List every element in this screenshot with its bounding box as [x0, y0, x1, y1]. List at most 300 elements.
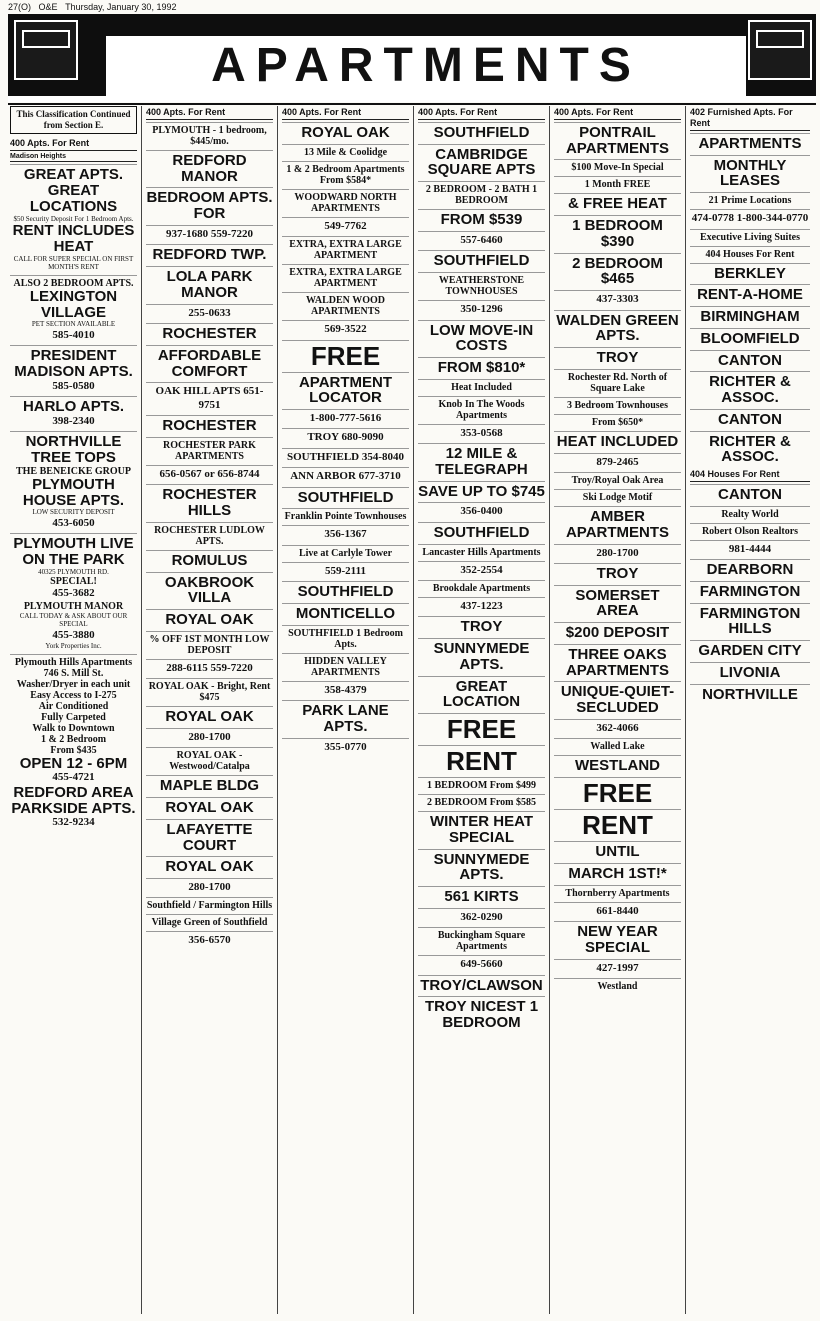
- ad-line: 362-0290: [460, 910, 503, 923]
- classified-ad: [146, 244, 273, 266]
- ad-line: Buckingham Square Apartments: [437, 930, 526, 953]
- ad-line: CAMBRIDGE SQUARE APTS: [427, 145, 536, 179]
- classified-ad: [690, 229, 810, 246]
- ad-title: LEXINGTON VILLAGE: [29, 287, 118, 321]
- classified-ad: [418, 638, 545, 676]
- classified-ad: [146, 465, 273, 484]
- ad-phone: 455-3682: [52, 587, 95, 600]
- ad-line: ROCHESTER: [162, 325, 257, 343]
- classified-ad: [418, 811, 545, 849]
- ad-line: PET SECTION AVAILABLE: [31, 320, 116, 329]
- ad-line: 437-1223: [460, 600, 503, 612]
- ad-title: HARLO APTS.: [22, 398, 125, 416]
- classified-ad: [690, 662, 810, 684]
- ad-line: GARDEN CITY: [698, 642, 802, 660]
- classified-ad: [282, 217, 409, 236]
- classified-ad: [10, 533, 137, 653]
- ad-line: 455-4721: [52, 771, 95, 784]
- classified-ad: [418, 745, 545, 777]
- ad-line: SOMERSET AREA: [575, 586, 660, 620]
- classified-ad: [146, 550, 273, 572]
- ad-line: 40325 PLYMOUTH RD.: [38, 567, 109, 576]
- ad-line: LOW MOVE-IN COSTS: [429, 321, 534, 355]
- ad-title: ALSO 2 BEDROOM APTS.: [13, 277, 134, 289]
- area-heading: Madison Heights: [10, 153, 137, 163]
- ad-line: Lancaster Hills Apartments: [422, 546, 541, 558]
- classified-ad: [690, 263, 810, 285]
- ad-line: SUNNYMEDE APTS.: [433, 640, 530, 673]
- ad-line: 356-1367: [324, 528, 367, 541]
- classified-ad: [282, 428, 409, 447]
- classified-ad: [282, 264, 409, 292]
- ad-line: Robert Olson Realtors: [701, 525, 799, 537]
- ad-line: Troy/Royal Oak Area: [571, 475, 664, 487]
- classified-ad: [282, 625, 409, 653]
- classified-ad: [418, 231, 545, 250]
- ad-line: 1 Month FREE: [584, 179, 651, 191]
- ad-line: ROCHESTER LUDLOW APTS.: [154, 524, 265, 547]
- classified-ad: [554, 544, 681, 563]
- classified-ad: [10, 275, 137, 345]
- classified-ad: [146, 747, 273, 775]
- page-folio: [8, 2, 176, 12]
- ad-line: ROCHESTER HILLS: [162, 486, 257, 519]
- classified-ad: [554, 885, 681, 902]
- ad-line: FARMINGTON: [699, 582, 801, 600]
- classified-ad: [146, 678, 273, 706]
- classified-ad: [146, 706, 273, 728]
- ad-line: 352-2554: [460, 563, 503, 576]
- classified-ad: [554, 644, 681, 682]
- classified-ad: [690, 581, 810, 603]
- classified-ad: [418, 713, 545, 745]
- ad-line: 1 BEDROOM $390: [572, 217, 663, 250]
- ad-line: 474-0778 1-800-344-0770: [691, 212, 809, 225]
- classified-ad: [554, 506, 681, 544]
- ad-line: 362-4066: [596, 721, 639, 734]
- classified-ad: [554, 397, 681, 414]
- classified-ad: [282, 545, 409, 562]
- ad-line: TROY 680-9090: [307, 431, 384, 444]
- classified-ad: [690, 209, 810, 228]
- classified-ad: [418, 357, 545, 379]
- classified-ad: [418, 522, 545, 544]
- classified-ad: [554, 902, 681, 921]
- ad-title: PLYMOUTH HOUSE APTS.: [22, 475, 125, 509]
- classified-ad: [146, 150, 273, 188]
- classified-ad: [418, 777, 545, 794]
- ad-line: SAVE UP TO $745: [418, 482, 545, 500]
- classified-ad: [418, 616, 545, 638]
- classified-ad: [554, 978, 681, 995]
- ad-line: & FREE HEAT: [568, 195, 667, 213]
- ad-line: Walk to Downtown: [32, 722, 115, 734]
- ad-line: LIVONIA: [719, 663, 781, 681]
- ad-list: [554, 122, 681, 995]
- classified-ad: [690, 133, 810, 155]
- ad-line: 649-5660: [460, 958, 503, 971]
- ad-line: ROYAL OAK: [165, 708, 254, 726]
- classified-ad: [146, 819, 273, 857]
- classified-ad: [146, 266, 273, 304]
- classified-ad: [282, 448, 409, 467]
- ad-line: SOUTHFIELD: [433, 523, 530, 541]
- classified-ad: [690, 306, 810, 328]
- classified-ad: [418, 481, 545, 503]
- ad-line: 21 Prime Locations: [708, 195, 792, 207]
- ad-line: TROY/CLAWSON: [420, 976, 543, 994]
- ad-line: 356-6570: [188, 934, 231, 947]
- classified-ad: [146, 914, 273, 931]
- ad-line: EXTRA, EXTRA LARGE APARTMENT: [289, 239, 402, 262]
- ad-line: ROYAL OAK: [301, 123, 390, 141]
- classified-ad: [554, 719, 681, 738]
- ad-line: Fully Carpeted: [41, 711, 106, 723]
- classified-ad: [282, 508, 409, 525]
- ad-line: WESTLAND: [575, 757, 660, 775]
- classified-ad: [146, 437, 273, 465]
- ad-line: TROY NICEST 1 BEDROOM: [424, 998, 539, 1032]
- ad-line: APARTMENT LOCATOR: [298, 373, 393, 407]
- ad-line: CANTON: [718, 351, 782, 369]
- ad-line: FARMINGTON HILLS: [699, 604, 801, 638]
- ad-line: Westland: [597, 980, 638, 992]
- classified-ad: [146, 304, 273, 323]
- classified-ad: [146, 631, 273, 659]
- classified-ad: [554, 193, 681, 215]
- section-heading: 404 Houses For Rent: [690, 468, 810, 482]
- classified-ad: [418, 181, 545, 209]
- classified-ad: [418, 908, 545, 927]
- ad-line: 404 Houses For Rent: [705, 248, 795, 260]
- ad-line: REDFORD TWP.: [152, 246, 267, 264]
- classified-ad: [690, 523, 810, 540]
- ad-line: TROY: [596, 349, 639, 367]
- classified-ad: [418, 676, 545, 714]
- ad-line: 2 BEDROOM - 2 BATH 1 BEDROOM: [425, 184, 538, 207]
- ad-line: $100 Move-In Special: [571, 162, 664, 174]
- ad-line: $50 Security Deposit For 1 Bedroom Apts.: [13, 214, 134, 223]
- banner-title: [106, 36, 746, 96]
- ad-line: OPEN 12 - 6PM: [19, 754, 128, 772]
- classified-column-6: [686, 106, 814, 1314]
- ad-line: TROY: [460, 618, 503, 636]
- classified-ad: [146, 187, 273, 225]
- classified-ad: [418, 209, 545, 231]
- ad-line: 557-6460: [460, 233, 503, 246]
- ad-line: 280-1700: [188, 730, 231, 743]
- classified-ad: [690, 328, 810, 350]
- ad-line: ROCHESTER PARK APARTMENTS: [163, 439, 256, 462]
- classified-ad: [554, 959, 681, 978]
- building-illustration: [14, 20, 78, 80]
- ad-line: BEDROOM APTS. FOR: [146, 189, 273, 223]
- classified-ad: [146, 797, 273, 819]
- classified-ad: [554, 453, 681, 472]
- ad-line: PONTRAIL APARTMENTS: [565, 123, 670, 157]
- classified-ad: [282, 372, 409, 410]
- classified-ad: [146, 728, 273, 747]
- ad-line: 280-1700: [188, 881, 231, 894]
- classified-ad: [554, 809, 681, 841]
- section-heading: 400 Apts. For Rent: [418, 106, 545, 120]
- classified-ad: [282, 653, 409, 681]
- ad-line: SOUTHFIELD 354-8040: [286, 450, 405, 463]
- section-heading: 402 Furnished Apts. For Rent: [690, 106, 810, 131]
- classified-ad: [282, 467, 409, 486]
- ad-line: ROMULUS: [171, 551, 248, 569]
- classified-ad: [146, 415, 273, 437]
- classified-ad: [554, 681, 681, 719]
- paper-name: O&E: [38, 2, 58, 12]
- classified-ad: [690, 284, 810, 306]
- building-illustration: [748, 20, 812, 80]
- ad-title: GREAT LOCATIONS: [29, 182, 118, 215]
- ad-line: RICHTER & ASSOC.: [709, 432, 791, 466]
- classified-ad: [554, 841, 681, 863]
- ad-line: 746 S. Mill St.: [43, 667, 104, 679]
- ad-line: THREE OAKS APARTMENTS: [565, 645, 670, 679]
- ad-line: MARCH 1ST!*: [568, 864, 667, 882]
- ad-line: 1-800-777-5616: [309, 412, 382, 425]
- ad-line: FREE: [310, 340, 381, 371]
- ad-line: OAKBROOK VILLA: [164, 573, 255, 607]
- classified-ad: [282, 603, 409, 625]
- ad-line: Southfield / Farmington Hills: [146, 900, 273, 912]
- ad-line: 937-1680 559-7220: [165, 227, 254, 240]
- ad-line: NORTHVILLE: [702, 685, 798, 703]
- ad-line: FROM $539: [440, 211, 523, 229]
- ad-line: Franklin Pointe Townhouses: [284, 511, 407, 523]
- classified-ad: [554, 414, 681, 431]
- ad-phone: 453-6050: [52, 516, 95, 529]
- classified-ad: [554, 863, 681, 885]
- ad-line: NEW YEAR SPECIAL: [577, 923, 658, 956]
- classified-ad: [146, 382, 273, 415]
- classified-ad: [418, 544, 545, 561]
- classified-ad: [282, 681, 409, 700]
- ad-line: REDFORD AREA: [13, 783, 134, 801]
- classified-ad: [282, 738, 409, 757]
- classified-ad: [690, 640, 810, 662]
- ad-phone: 585-4010: [52, 328, 95, 341]
- ad-line: 3 Bedroom Townhouses: [567, 399, 668, 411]
- section-heading: 400 Apts. For Rent: [146, 106, 273, 120]
- classified-ad: [418, 975, 545, 997]
- ad-line: DEARBORN: [706, 561, 794, 579]
- classified-ad: [418, 144, 545, 182]
- ad-line: 549-7762: [324, 219, 367, 232]
- section-heading: 400 Apts. For Rent: [282, 106, 409, 120]
- ad-title: PRESIDENT MADISON APTS.: [14, 347, 133, 380]
- ad-line: 13 Mile & Coolidge: [303, 146, 388, 158]
- ad-line: 358-4379: [324, 683, 367, 696]
- ad-line: SOUTHFIELD 1 Bedroom Apts.: [288, 627, 403, 650]
- apartments-banner: [8, 14, 816, 102]
- banner-title-text: APARTMENTS: [211, 39, 641, 92]
- ad-line: SOUTHFIELD: [297, 583, 394, 601]
- ad-line: % OFF 1ST MONTH LOW DEPOSIT: [149, 633, 270, 656]
- ad-line: 437-3303: [596, 293, 639, 306]
- ad-line: RENT: [582, 810, 653, 841]
- classified-ad: [554, 489, 681, 506]
- classified-ad: [146, 856, 273, 878]
- classified-ad: [418, 122, 545, 144]
- ad-line: PARK LANE APTS.: [302, 702, 389, 735]
- classified-ad: [418, 927, 545, 955]
- classified-ad: [418, 580, 545, 597]
- ad-line: WALDEN WOOD APARTMENTS: [306, 295, 385, 318]
- ad-line: AFFORDABLE COMFORT: [157, 346, 262, 380]
- ad-line: 1 & 2 Bedroom: [40, 733, 107, 745]
- classified-ad: [418, 320, 545, 358]
- classified-ad: [282, 161, 409, 189]
- ad-line: RENT-A-HOME: [697, 286, 803, 304]
- ad-line: ROYAL OAK - Westwood/Catalpa: [169, 750, 250, 773]
- ad-line: SOUTHFIELD: [433, 252, 530, 270]
- ad-line: Easy Access to I-275: [30, 689, 117, 701]
- ad-line: CANTON: [718, 486, 782, 504]
- ad-line: CALL FOR SUPER SPECIAL ON FIRST MONTH'S RENT: [13, 254, 134, 272]
- ad-line: 353-0568: [460, 426, 503, 439]
- classified-ad: [146, 897, 273, 914]
- ad-line: CANTON: [718, 410, 782, 428]
- classified-ad: [554, 738, 681, 755]
- ad-line: MONTICELLO: [295, 604, 396, 622]
- classified-ad: [10, 654, 137, 833]
- ad-phone: 398-2340: [52, 414, 95, 427]
- ad-line: ANN ARBOR 677-3710: [290, 470, 401, 483]
- ad-line: EXTRA, EXTRA LARGE APARTMENT: [289, 267, 402, 290]
- ad-line: Thornberry Apartments: [565, 887, 670, 899]
- classified-ad: [554, 159, 681, 176]
- classified-ad: [146, 931, 273, 950]
- ad-line: LOW SECURITY DEPOSIT: [32, 508, 115, 517]
- classified-ad: [554, 122, 681, 160]
- ad-line: UNTIL: [595, 843, 640, 861]
- classified-column-3: [278, 106, 414, 1314]
- classified-ad: [418, 272, 545, 300]
- ad-line: PLYMOUTH - 1 bedroom, $445/mo.: [152, 124, 267, 147]
- classified-ad: [690, 371, 810, 409]
- ad-line: Rochester Rd. North of Square Lake: [567, 371, 668, 394]
- ad-list: [418, 122, 545, 1034]
- ad-line: 561 KIRTS: [444, 888, 519, 906]
- ad-list: [282, 122, 409, 757]
- ad-line: FREE: [582, 778, 653, 809]
- ad-line: TROY: [596, 564, 639, 582]
- classified-ad: [146, 522, 273, 550]
- ad-line: Realty World: [721, 508, 779, 520]
- classified-ad: [418, 955, 545, 974]
- continued-box: This Classification Continued from Section E.: [10, 106, 137, 134]
- classified-ad: [554, 431, 681, 453]
- ad-line: Live at Carlyle Tower: [298, 547, 393, 559]
- issue-date: Thursday, January 30, 1992: [65, 2, 177, 12]
- ad-line: 288-6115 559-7220: [166, 661, 253, 674]
- ad-line: OAK HILL APTS 651-9751: [155, 385, 264, 411]
- ad-line: 280-1700: [596, 546, 639, 559]
- ad-line: APARTMENTS: [698, 134, 802, 152]
- classified-ad: [282, 581, 409, 603]
- ad-title: GREAT APTS.: [23, 166, 124, 184]
- ad-line: Air Conditioned: [38, 700, 109, 712]
- classified-ad: [690, 540, 810, 559]
- ad-line: $200 DEPOSIT: [565, 624, 670, 642]
- classified-column-4: [414, 106, 550, 1314]
- ad-line: Heat Included: [451, 381, 512, 393]
- ad-title: NORTHVILLE TREE TOPS: [25, 433, 122, 467]
- section-heading: 400 Apts. For Rent: [10, 137, 137, 151]
- classified-ad: [282, 562, 409, 581]
- classified-ad: [10, 345, 137, 396]
- ad-line: Knob In The Woods Apartments: [438, 398, 525, 421]
- ad-line: HEAT INCLUDED: [556, 432, 679, 450]
- ad-line: MONTHLY LEASES: [713, 156, 787, 190]
- ad-line: CALL TODAY & ASK ABOUT OUR SPECIAL: [19, 611, 128, 629]
- classified-ad: [282, 700, 409, 738]
- ad-line: 255-0633: [188, 306, 231, 319]
- classified-ad: [146, 775, 273, 797]
- classified-ad: [10, 431, 137, 533]
- ad-line: Brookdale Apartments: [432, 583, 531, 594]
- ad-line: 559-2111: [325, 564, 366, 577]
- classified-ad: [690, 603, 810, 641]
- classified-ad: [146, 225, 273, 244]
- ad-line: 656-0567 or 656-8744: [159, 467, 260, 480]
- classified-ad: [554, 176, 681, 193]
- ad-line: BIRMINGHAM: [700, 308, 800, 326]
- classified-ad: [282, 525, 409, 544]
- classified-column-2: [142, 106, 278, 1314]
- classified-ad: [282, 292, 409, 320]
- classified-ad: [690, 559, 810, 581]
- classified-ad: [146, 878, 273, 897]
- classified-ad: [146, 345, 273, 383]
- ad-line: 1 & 2 Bedroom Apartments From $584*: [286, 163, 405, 186]
- classified-ad: [554, 310, 681, 348]
- classified-ad: [418, 300, 545, 319]
- ad-line: SOUTHFIELD: [433, 123, 530, 141]
- classified-ad: [418, 250, 545, 272]
- classified-ad: [418, 502, 545, 521]
- classified-ad: [554, 215, 681, 253]
- ad-line: LAFAYETTE COURT: [166, 820, 253, 854]
- ad-line: FROM $810*: [437, 359, 526, 377]
- classified-ad: [418, 794, 545, 811]
- classified-ad: [146, 572, 273, 610]
- classified-ad: [690, 684, 810, 706]
- ad-list: [690, 133, 810, 468]
- classified-ad: [146, 659, 273, 678]
- ad-line: HIDDEN VALLEY APARTMENTS: [304, 655, 387, 678]
- classified-ad: [418, 379, 545, 396]
- classified-ad: [418, 996, 545, 1034]
- classified-ad: [554, 777, 681, 809]
- classified-ad: [282, 122, 409, 144]
- classified-ad: [554, 347, 681, 369]
- classified-ad: [554, 563, 681, 585]
- ad-line: ROYAL OAK: [165, 799, 254, 817]
- ad-line: LOLA PARK MANOR: [166, 268, 253, 301]
- ad-line: UNIQUE-QUIET-SECLUDED: [560, 683, 675, 717]
- ad-list: [146, 122, 273, 951]
- ad-line: 355-0770: [324, 740, 367, 753]
- classified-ad: [146, 323, 273, 345]
- classified-ad: [10, 164, 137, 274]
- classified-ad: [554, 921, 681, 959]
- classified-ad: [554, 755, 681, 777]
